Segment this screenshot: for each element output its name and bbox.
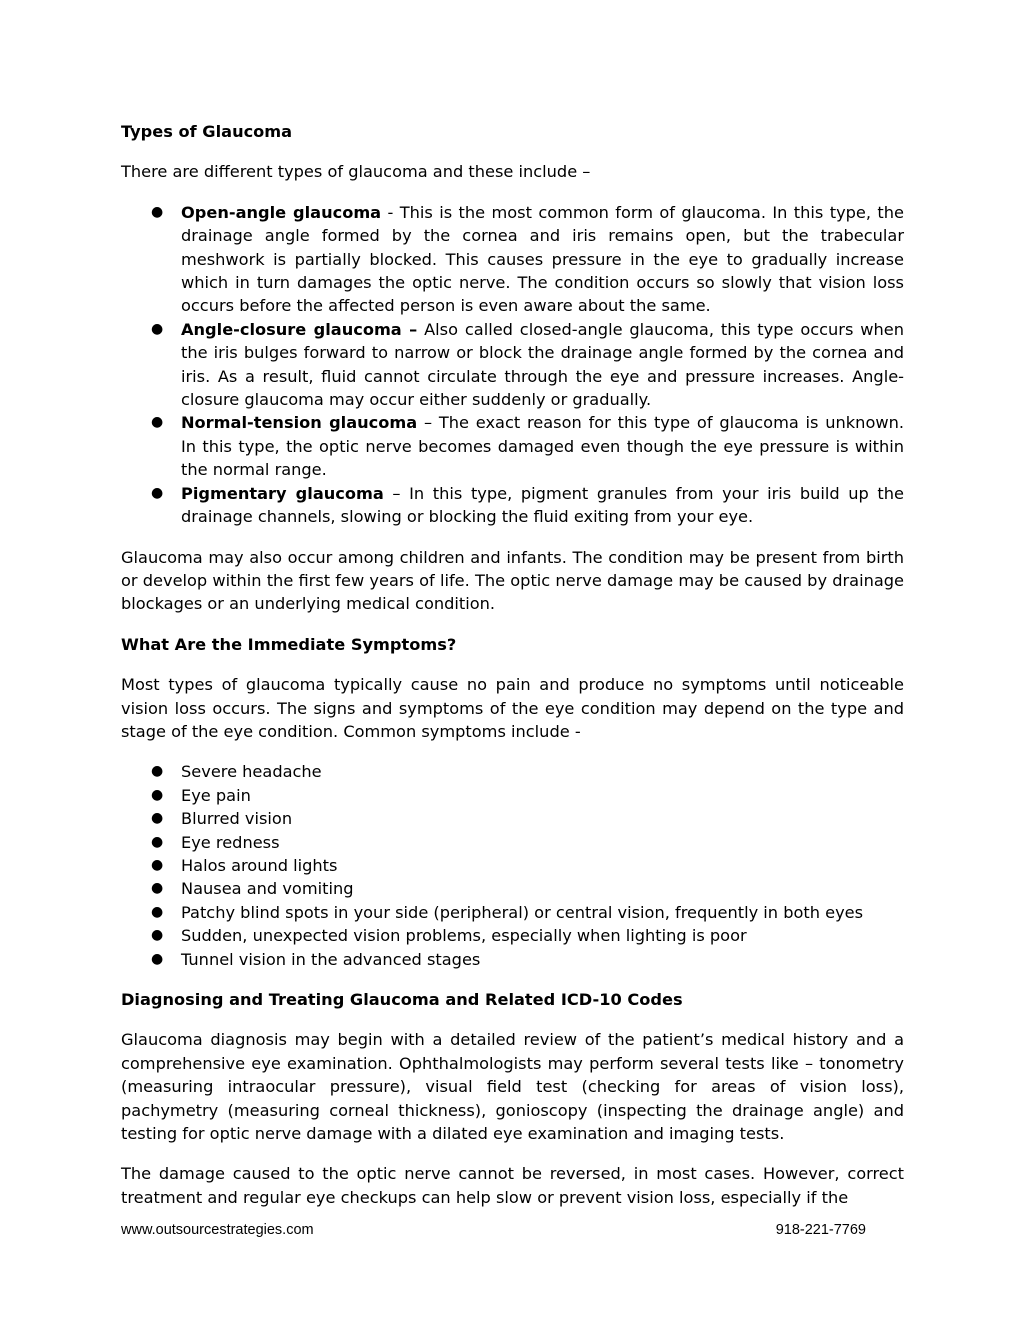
bullet-icon: ● <box>151 203 164 220</box>
list-item <box>121 948 904 971</box>
heading-symptoms: What Are the Immediate Symptoms? <box>121 634 457 654</box>
list-item <box>121 901 904 924</box>
heading-diagnosing: Diagnosing and Treating Glaucoma and Related ICD-10 Codes <box>121 990 683 1009</box>
type-term: Normal-tension glaucoma <box>181 413 418 433</box>
bullet-icon: ● <box>151 880 164 897</box>
children-paragraph: Glaucoma may also occur among children and infants. The condition may be present from birth or develop within the first few years of life. The optic nerve damage may be caused by drainage blockages or an underlying medical condition. <box>121 547 904 614</box>
list-item <box>121 411 904 481</box>
bullet-icon: ● <box>151 810 164 827</box>
bullet-icon: ● <box>151 856 164 873</box>
symptoms-intro: Most types of glaucoma typically cause no pain and produce no symptoms until noticeable vision loss occurs. The signs and symptoms of the eye condition may depend on the type and stage of the eye condition. Common symptoms include - <box>121 675 904 741</box>
document-page <box>121 120 904 1209</box>
type-description: – In this type, pigment granules from your iris build up the drainage channels, slowing or blocking the fluid exiting from your eye. <box>181 483 904 527</box>
list-item <box>121 924 904 947</box>
symptom-text: Halos around lights <box>181 855 338 875</box>
list-item <box>121 201 904 318</box>
symptom-text: Tunnel vision in the advanced stages <box>181 949 481 969</box>
types-intro: There are different types of glaucoma and these include – <box>121 162 591 182</box>
symptom-text: Eye pain <box>181 785 251 805</box>
type-term: Angle-closure glaucoma – <box>181 319 418 339</box>
treatment-paragraph: The damage caused to the optic nerve cannot be reversed, in most cases. However, correct treatment and regular eye checkups can help slow or prevent vision loss, especially if the <box>121 1164 904 1207</box>
type-description: – The exact reason for this type of glaucoma is unknown. In this type, the optic nerve becomes damaged even though the eye pressure is within the normal range. <box>181 413 904 480</box>
type-term: Open-angle glaucoma <box>181 202 382 222</box>
symptom-text: Nausea and vomiting <box>181 879 354 899</box>
bullet-icon: ● <box>151 320 164 337</box>
list-item <box>121 854 904 877</box>
symptom-text: Sudden, unexpected vision problems, especially when lighting is poor <box>181 926 747 946</box>
bullet-icon: ● <box>151 763 164 780</box>
bullet-icon: ● <box>151 786 164 803</box>
symptoms-list <box>121 760 904 971</box>
bullet-icon: ● <box>151 414 164 431</box>
heading-types-of-glaucoma: Types of Glaucoma <box>121 122 293 141</box>
type-description: - This is the most common form of glaucoma. In this type, the drainage angle formed by the cornea and iris remains open, but the trabecular meshwork is partially blocked. This causes pressure in the eye to gradually increase which in turn damages the optic nerve. The condition occurs so slowly that vision loss occurs before the affected person is even aware about the same. <box>181 202 904 316</box>
bullet-icon: ● <box>151 903 164 920</box>
bullet-icon: ● <box>151 833 164 850</box>
list-item <box>121 482 904 529</box>
page-footer <box>121 1222 866 1242</box>
type-term: Pigmentary glaucoma <box>181 483 384 503</box>
symptom-text: Eye redness <box>181 832 280 852</box>
symptom-text: Blurred vision <box>181 809 293 829</box>
list-item <box>121 877 904 900</box>
bullet-icon: ● <box>151 484 164 501</box>
footer-website: www.outsourcestrategies.com <box>121 1222 314 1238</box>
list-item <box>121 784 904 807</box>
footer-phone: 918-221-7769 <box>775 1222 866 1238</box>
bullet-icon: ● <box>151 927 164 944</box>
list-item <box>121 760 904 783</box>
type-description: Also called closed-angle glaucoma, this type occurs when the iris bulges forward to narrow or block the drainage angle formed by the cornea and iris. As a result, fluid cannot circulate through the eye and pressure increases. Angle-closure glaucoma may occur either suddenly or gradually. <box>181 319 904 410</box>
list-item <box>121 807 904 830</box>
glaucoma-types-list <box>121 201 904 529</box>
diagnosis-paragraph: Glaucoma diagnosis may begin with a detailed review of the patient’s medical history and a comprehensive eye examination. Ophthalmologists may perform several tests like – tonometry (measuring intraocular pressure), visual field test (checking for areas of vision loss), pachymetry (measuring corneal thickness), gonioscopy (inspecting the drainage angle) and testing for optic nerve damage with a dilated eye examination and imaging tests. <box>121 1030 904 1144</box>
list-item <box>121 318 904 412</box>
symptom-text: Patchy blind spots in your side (peripheral) or central vision, frequently in both eyes <box>181 902 864 922</box>
symptom-text: Severe headache <box>181 762 322 782</box>
list-item <box>121 831 904 854</box>
bullet-icon: ● <box>151 950 164 967</box>
